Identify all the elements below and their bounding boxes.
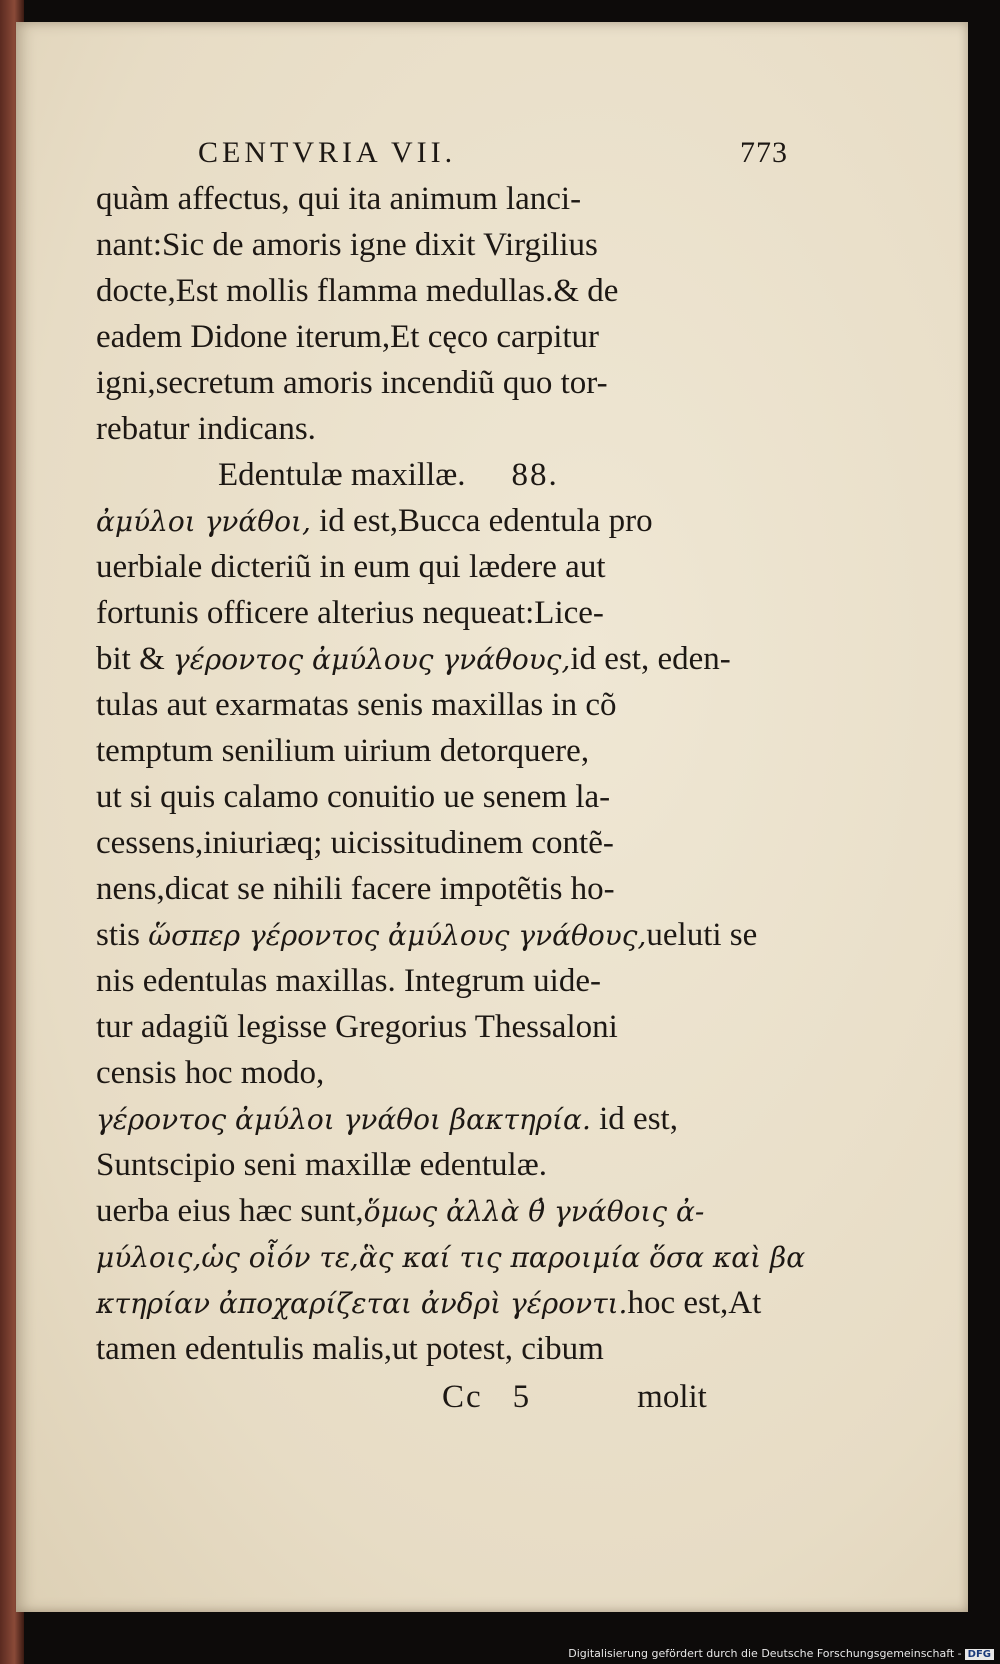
text-line: tamen edentulis malis,ut potest, cibum	[96, 1331, 604, 1367]
signature-number: 5	[512, 1379, 530, 1415]
latin-text: bit &	[96, 641, 174, 677]
text-line: nens,dicat se nihili facere impotẽtis ho-	[96, 871, 615, 907]
greek-text: μύλοις,ὡς οἷόν τε,ἃς καί τις παροιμία ὅσα καὶ βα	[96, 1241, 806, 1274]
text-line: tur adagiũ legisse Gregorius Thessaloni	[96, 1009, 618, 1045]
text-line: docte,Est mollis flamma medullas.& de	[96, 273, 619, 309]
signature-mark: Cc	[442, 1379, 483, 1415]
latin-text: hoc est,At	[627, 1285, 762, 1321]
text-line	[96, 1096, 796, 1142]
greek-text: γέροντος ἀμύλοι γνάθοι βακτηρία.	[96, 1103, 591, 1136]
greek-text: κτηρίαν ἀποχαρίζεται ἀνδρὶ γέροντι.	[96, 1287, 628, 1320]
text-line	[96, 1280, 796, 1326]
text-line: Suntscipio seni maxillæ edentulæ.	[96, 1147, 547, 1183]
latin-text: uerba eius hæc sunt,	[96, 1193, 364, 1229]
running-title: CENTVRIA VII.	[198, 136, 457, 169]
text-line	[96, 912, 796, 958]
text-line: nant:Sic de amoris igne dixit Virgilius	[96, 227, 598, 263]
book-page	[16, 22, 968, 1612]
latin-text: stis	[96, 917, 149, 953]
text-line: ut si quis calamo conuitio ue senem la-	[96, 779, 611, 815]
page-footer	[96, 1374, 796, 1420]
adage-title: Edentulæ maxillæ.	[218, 457, 466, 493]
greek-text: ἀμύλοι γνάθοι,	[96, 505, 311, 538]
text-line: quàm affectus, qui ita animum lanci-	[96, 181, 582, 217]
text-line: rebatur indicans.	[96, 411, 316, 447]
text-line	[96, 1234, 806, 1280]
text-line	[96, 1188, 796, 1234]
text-line: fortunis officere alterius nequeat:Lice-	[96, 595, 604, 631]
digitization-credit	[568, 1647, 994, 1660]
catchword: molit	[637, 1379, 707, 1415]
latin-text: id est,	[590, 1101, 678, 1137]
latin-text: ueluti se	[646, 917, 758, 953]
text-line: nis edentulas maxillas. Integrum uide-	[96, 963, 601, 999]
greek-text: γέροντος ἀμύλους γνάθους,	[173, 643, 571, 676]
page-text-block	[96, 130, 806, 1420]
text-line: igni,secretum amoris incendiũ quo tor-	[96, 365, 608, 401]
greek-text: ὥσπερ γέροντος ἀμύλους γνάθους,	[148, 919, 647, 952]
text-line	[96, 498, 796, 544]
running-header	[96, 130, 796, 176]
dfg-logo: DFG	[965, 1649, 994, 1660]
text-line: cessens,iniuriæq; uicissitudinem contẽ-	[96, 825, 614, 861]
text-line: censis hoc modo,	[96, 1055, 325, 1091]
latin-text: id est,Bucca edentula pro	[310, 503, 653, 539]
adage-heading	[96, 452, 796, 498]
text-line	[96, 636, 796, 682]
text-line: tulas aut exarmatas senis maxillas in cõ	[96, 687, 617, 723]
text-line: uerbiale dicteriũ in eum qui lædere aut	[96, 549, 606, 585]
adage-number: 88.	[511, 457, 559, 493]
latin-text: id est, eden-	[570, 641, 731, 677]
page-number: 773	[740, 136, 788, 169]
credit-text: Digitalisierung gefördert durch die Deutsche Forschungsgemeinschaft -	[568, 1647, 962, 1660]
text-line: temptum senilium uirium detorquere,	[96, 733, 590, 769]
greek-text: ὅμως ἀλλὰ θ̓ γνάθοις ἀ-	[363, 1195, 705, 1228]
text-line: eadem Didone iterum,Et cęco carpitur	[96, 319, 600, 355]
